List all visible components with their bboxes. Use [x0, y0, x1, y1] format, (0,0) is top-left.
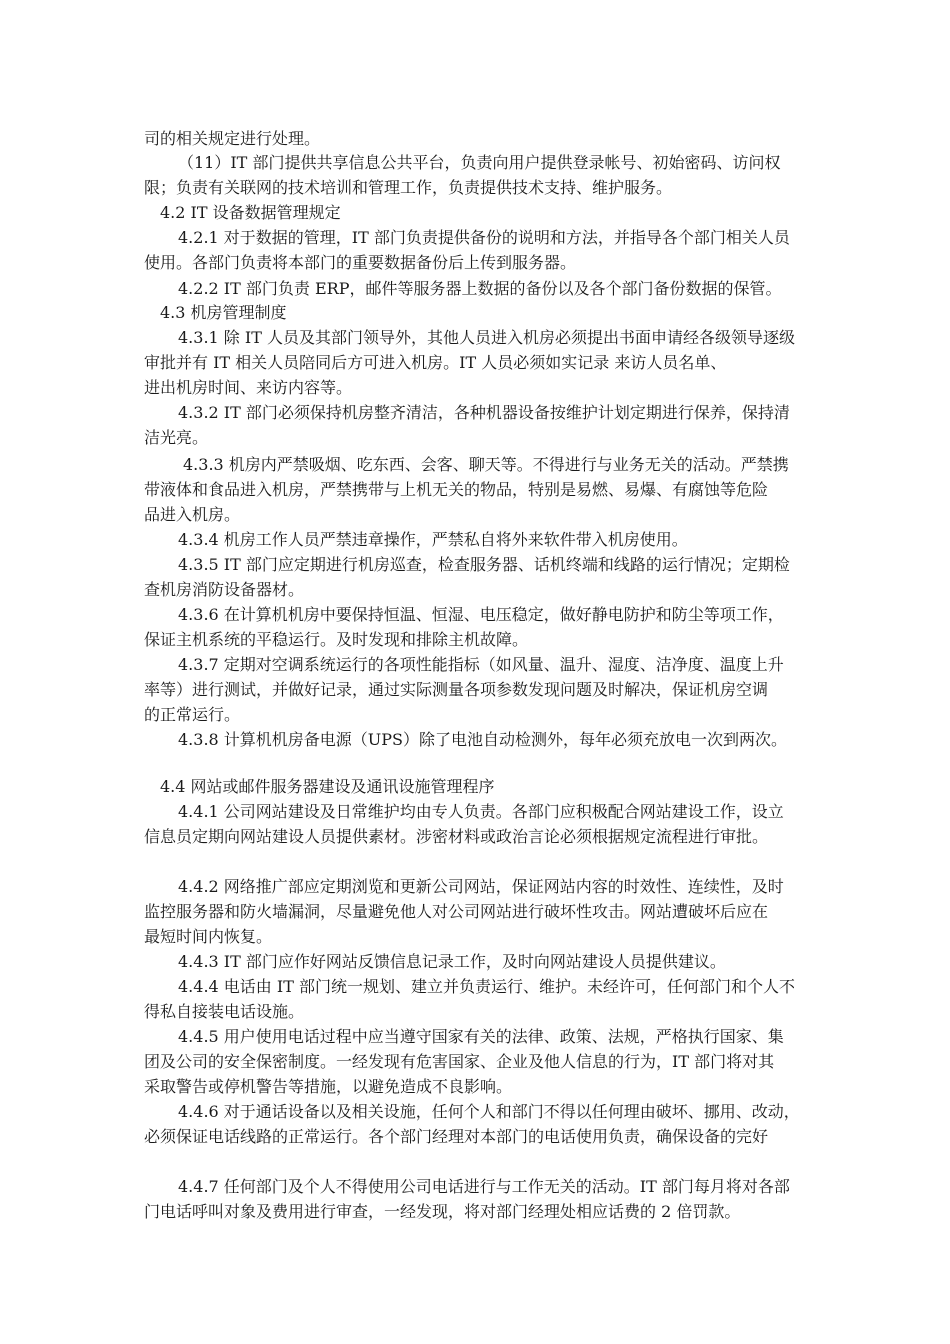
- text-line: 进出机房时间、来访内容等。: [144, 378, 353, 397]
- text-line: 4.4.6 对于通话设备以及相关设施，任何个人和部门不得以任何理由破坏、挪用、改动，: [178, 1102, 800, 1121]
- section-heading: 4.2 IT 设备数据管理规定: [160, 203, 341, 222]
- text-line: 4.3.6 在计算机机房中要保持恒温、恒湿、电压稳定，做好静电防护和防尘等项工作，: [178, 605, 784, 624]
- text-line: 监控服务器和防火墙漏洞，尽量避免他人对公司网站进行破坏性攻击。网站遭破坏后应在: [144, 902, 769, 921]
- text-line: 带液体和食品进入机房，严禁携带与上机无关的物品，特别是易燃、易爆、有腐蚀等危险: [144, 480, 769, 499]
- text-line: 得私自接装电话设施。: [144, 1002, 305, 1021]
- section-heading: 4.4 网站或邮件服务器建设及通讯设施管理程序: [160, 777, 495, 796]
- text-line: 查机房消防设备器材。: [144, 580, 305, 599]
- text-line: 品进入机房。: [144, 505, 241, 524]
- text-line: （11）IT 部门提供共享信息公共平台，负责向用户提供登录帐号、初始密码、访问权: [178, 153, 781, 172]
- text-line: 保证主机系统的平稳运行。及时发现和排除主机故障。: [144, 630, 529, 649]
- text-line: 采取警告或停机警告等措施，以避免造成不良影响。: [144, 1077, 513, 1096]
- text-line: 4.4.2 网络推广部应定期浏览和更新公司网站，保证网站内容的时效性、连续性，及时: [178, 877, 784, 896]
- text-line: 4.3.1 除 IT 人员及其部门领导外，其他人员进入机房必须提出书面申请经各级领导逐级: [178, 328, 795, 347]
- text-line: 4.3.8 计算机机房备电源（UPS）除了电池自动检测外，每年必须充放电一次到两次。: [178, 730, 788, 749]
- text-line: 审批并有 IT 相关人员陪同后方可进入机房。IT 人员必须如实记录 来访人员名单、: [144, 353, 727, 372]
- text-line: 使用。各部门负责将本部门的重要数据备份后上传到服务器。: [144, 253, 577, 272]
- text-line: 4.4.1 公司网站建设及日常维护均由专人负责。各部门应积极配合网站建设工作，设立: [178, 802, 784, 821]
- text-line: 最短时间内恢复。: [144, 927, 273, 946]
- text-line: 洁光亮。: [144, 428, 209, 447]
- text-line: 4.3.3 机房内严禁吸烟、吃东西、会客、聊天等。不得进行与业务无关的活动。严禁携: [183, 455, 789, 474]
- text-line: 4.2.1 对于数据的管理，IT 部门负责提供备份的说明和方法，并指导各个部门相关人员: [178, 228, 790, 247]
- text-line: 4.2.2 IT 部门负责 ERP，邮件等服务器上数据的备份以及各个部门备份数据的保管。: [178, 279, 782, 298]
- section-heading: 4.3 机房管理制度: [160, 303, 287, 322]
- text-line: 率等）进行测试，并做好记录，通过实际测量各项参数发现问题及时解决，保证机房空调: [144, 680, 769, 699]
- text-line: 4.3.5 IT 部门应定期进行机房巡查，检查服务器、话机终端和线路的运行情况；定期检: [178, 555, 790, 574]
- text-line: 4.3.2 IT 部门必须保持机房整齐清洁，各种机器设备按维护计划定期进行保养，保持清: [178, 403, 790, 422]
- text-line: 4.4.5 用户使用电话过程中应当遵守国家有关的法律、政策、法规，严格执行国家、集: [178, 1027, 784, 1046]
- text-line: 必须保证电话线路的正常运行。各个部门经理对本部门的电话使用负责，确保设备的完好: [144, 1127, 769, 1146]
- text-line: 4.4.3 IT 部门应作好网站反馈信息记录工作，及时向网站建设人员提供建议。: [178, 952, 726, 971]
- text-line: 团及公司的安全保密制度。一经发现有危害国家、企业及他人信息的行为，IT 部门将对其: [144, 1052, 775, 1071]
- text-line: 4.4.4 电话由 IT 部门统一规划、建立并负责运行、维护。未经许可，任何部门和个人不: [178, 977, 795, 996]
- text-line: 4.4.7 任何部门及个人不得使用公司电话进行与工作无关的活动。IT 部门每月将对各部: [178, 1177, 790, 1196]
- text-line: 门电话呼叫对象及费用进行审查，一经发现，将对部门经理处相应话费的 2 倍罚款。: [144, 1202, 741, 1221]
- text-line: 限；负责有关联网的技术培训和管理工作，负责提供技术支持、维护服务。: [144, 178, 673, 197]
- text-line: 司的相关规定进行处理。: [144, 129, 321, 148]
- text-line: 4.3.4 机房工作人员严禁违章操作，严禁私自将外来软件带入机房使用。: [178, 530, 688, 549]
- text-line: 的正常运行。: [144, 705, 241, 724]
- text-line: 信息员定期向网站建设人员提供素材。涉密材料或政治言论必须根据规定流程进行审批。: [144, 827, 769, 846]
- text-line: 4.3.7 定期对空调系统运行的各项性能指标（如风量、温升、湿度、洁净度、温度上升: [178, 655, 784, 674]
